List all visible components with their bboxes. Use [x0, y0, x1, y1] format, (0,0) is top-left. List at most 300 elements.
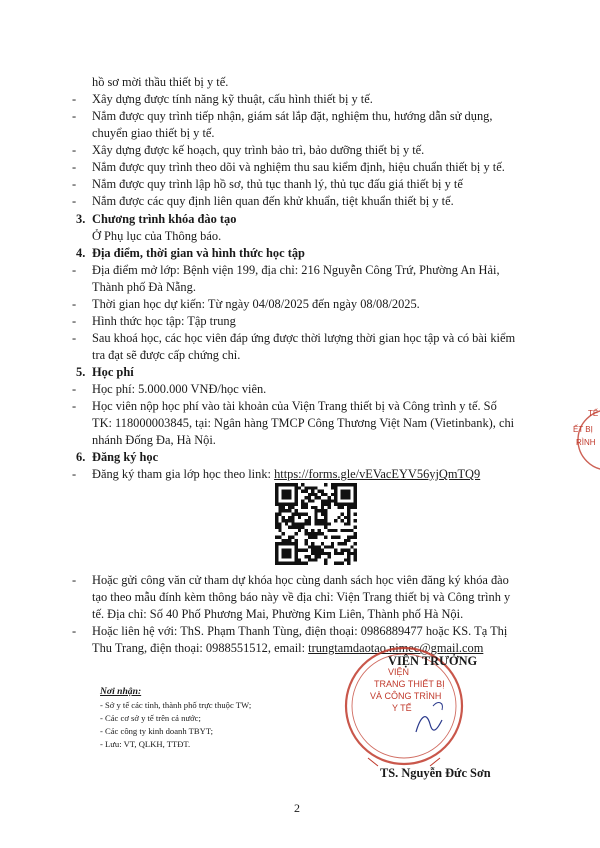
qr-module: [285, 519, 288, 522]
top-line-7: Nắm được các quy định liên quan đến khử khuẩn, tiệt khuẩn thiết bị y tế.: [92, 194, 454, 208]
qr-module: [291, 519, 294, 522]
qr-module: [318, 529, 321, 532]
qr-module: [305, 542, 308, 545]
qr-module: [324, 503, 327, 506]
qr-module: [314, 506, 317, 509]
qr-module: [350, 506, 353, 509]
qr-module: [344, 522, 347, 525]
bullet-dash: -: [72, 143, 77, 157]
seal-line: TRANG THIẾT BỊ: [374, 679, 445, 689]
qr-module: [354, 532, 357, 535]
bullet-dash: -: [72, 314, 77, 328]
qr-module: [301, 490, 304, 493]
qr-module: [334, 483, 337, 486]
qr-module: [337, 483, 340, 486]
qr-module: [327, 545, 330, 548]
qr-module: [308, 545, 311, 548]
qr-module: [327, 552, 330, 555]
qr-module: [308, 496, 311, 499]
qr-module: [311, 549, 314, 552]
qr-module: [350, 552, 353, 555]
qr-module: [308, 558, 311, 561]
section4-line-3: Hình thức học tập: Tập trung: [92, 314, 236, 328]
qr-module: [288, 552, 291, 555]
qr-module: [305, 549, 308, 552]
qr-module: [354, 526, 357, 529]
qr-module: [324, 562, 327, 565]
qr-module: [337, 552, 340, 555]
qr-module: [331, 542, 334, 545]
section4-line-0: Địa điểm mở lớp: Bệnh viện 199, địa chỉ: 216 Nguyễn Công Trứ, Phường An Hải,: [92, 263, 500, 277]
qr-module: [291, 526, 294, 529]
qr-module: [285, 509, 288, 512]
qr-module: [314, 519, 317, 522]
qr-module: [308, 522, 311, 525]
qr-module: [324, 526, 327, 529]
qr-module: [301, 549, 304, 552]
qr-module: [301, 503, 304, 506]
qr-module: [282, 503, 285, 506]
qr-module: [291, 483, 294, 486]
qr-module: [288, 549, 291, 552]
qr-module: [295, 486, 298, 489]
recipients-title: Nơi nhận:: [100, 686, 142, 697]
qr-module: [334, 552, 337, 555]
qr-module: [341, 513, 344, 516]
qr-module: [278, 526, 281, 529]
qr-module: [291, 562, 294, 565]
qr-module: [344, 558, 347, 561]
qr-module: [321, 493, 324, 496]
qr-module: [298, 513, 301, 516]
qr-module: [291, 542, 294, 545]
qr-module: [301, 562, 304, 565]
qr-module: [344, 493, 347, 496]
seal-line: VIỆN: [388, 667, 410, 677]
qr-module: [291, 513, 294, 516]
qr-module: [308, 486, 311, 489]
qr-module: [341, 562, 344, 565]
qr-module: [344, 503, 347, 506]
qr-module: [305, 496, 308, 499]
qr-module: [275, 483, 278, 486]
qr-module: [288, 516, 291, 519]
qr-module: [278, 483, 281, 486]
qr-module: [354, 513, 357, 516]
qr-module: [347, 539, 350, 542]
qr-module: [288, 562, 291, 565]
qr-module: [314, 552, 317, 555]
qr-module: [291, 503, 294, 506]
qr-module: [282, 519, 285, 522]
qr-module: [354, 535, 357, 538]
qr-module: [282, 509, 285, 512]
qr-module: [347, 503, 350, 506]
email-link[interactable]: trungtamdaotao.nimec@gmail.com: [308, 641, 484, 655]
qr-module: [295, 558, 298, 561]
qr-module: [331, 493, 334, 496]
qr-module: [275, 545, 278, 548]
qr-module: [341, 490, 344, 493]
qr-module: [354, 558, 357, 561]
qr-module: [282, 483, 285, 486]
qr-module: [350, 483, 353, 486]
qr-module: [288, 519, 291, 522]
qr-module: [321, 552, 324, 555]
qr-module: [295, 493, 298, 496]
qr-module: [354, 542, 357, 545]
qr-module: [298, 558, 301, 561]
qr-module: [341, 503, 344, 506]
qr-module: [295, 526, 298, 529]
qr-module: [347, 509, 350, 512]
qr-module: [347, 522, 350, 525]
qr-module: [331, 535, 334, 538]
section6-title: Đăng ký học: [92, 450, 159, 464]
qr-module: [275, 542, 278, 545]
qr-module: [321, 519, 324, 522]
qr-module: [282, 490, 285, 493]
qr-module: [347, 516, 350, 519]
qr-module: [278, 522, 281, 525]
qr-module: [354, 490, 357, 493]
section4-line-4: Sau khoá học, các học viên đáp ứng được thời lượng thời gian học tập và có bài kiểm: [92, 331, 516, 345]
bullet-dash: -: [72, 467, 77, 481]
qr-module: [305, 519, 308, 522]
bullet-dash: -: [72, 399, 77, 413]
qr-module: [324, 558, 327, 561]
qr-module: [318, 545, 321, 548]
qr-module: [295, 555, 298, 558]
section3-number: 3.: [76, 212, 86, 226]
qr-module: [288, 506, 291, 509]
page-number: 2: [294, 801, 300, 815]
qr-module: [314, 558, 317, 561]
qr-module: [308, 532, 311, 535]
qr-module: [354, 555, 357, 558]
qr-module: [275, 503, 278, 506]
qr-module: [327, 522, 330, 525]
qr-module: [347, 558, 350, 561]
qr-module: [275, 516, 278, 519]
qr-module: [324, 522, 327, 525]
qr-module: [295, 509, 298, 512]
qr-module: [344, 490, 347, 493]
qr-module: [285, 539, 288, 542]
qr-module: [298, 522, 301, 525]
qr-module: [347, 483, 350, 486]
qr-module: [308, 499, 311, 502]
qr-module: [295, 552, 298, 555]
top-line-2: Nắm được quy trình tiếp nhận, giám sát lắp đặt, nghiệm thu, hướng dẫn sử dụng,: [92, 109, 493, 123]
qr-module: [347, 493, 350, 496]
section6-line-2: tế. Địa chỉ: Số 40 Phố Phương Mai, Phường Kim Liên, Thành phố Hà Nội.: [92, 607, 464, 621]
qr-module: [275, 522, 278, 525]
qr-module: [278, 562, 281, 565]
qr-module: [344, 496, 347, 499]
qr-module: [298, 526, 301, 529]
qr-module: [321, 513, 324, 516]
qr-module: [275, 499, 278, 502]
qr-module: [347, 496, 350, 499]
qr-module: [288, 490, 291, 493]
qr-module: [305, 490, 308, 493]
qr-module: [308, 535, 311, 538]
section4-line-1: Thành phố Đà Nẵng.: [92, 280, 196, 294]
qr-module: [331, 499, 334, 502]
qr-module: [350, 545, 353, 548]
qr-module: [285, 555, 288, 558]
qr-module: [347, 513, 350, 516]
qr-module: [347, 506, 350, 509]
qr-module: [327, 499, 330, 502]
qr-module: [285, 549, 288, 552]
qr-module: [305, 522, 308, 525]
qr-module: [282, 493, 285, 496]
qr-module: [291, 535, 294, 538]
qr-module: [288, 526, 291, 529]
qr-module: [354, 503, 357, 506]
qr-module: [334, 486, 337, 489]
qr-module: [327, 496, 330, 499]
qr-module: [305, 555, 308, 558]
qr-module: [341, 552, 344, 555]
qr-module: [301, 506, 304, 509]
qr-module: [354, 486, 357, 489]
qr-module: [327, 506, 330, 509]
qr-module: [347, 552, 350, 555]
qr-module: [331, 529, 334, 532]
edge-seal-text: ẾT BỊ: [573, 425, 593, 434]
qr-module: [301, 513, 304, 516]
bullet-dash: -: [72, 177, 77, 191]
section6-line-3: Hoặc liên hệ với: ThS. Phạm Thanh Tùng, điện thoại: 0986889477 hoặc KS. Tạ Thị: [92, 624, 508, 638]
qr-module: [344, 516, 347, 519]
qr-module: [298, 516, 301, 519]
recipient-item: - Các cơ sở y tế trên cả nước;: [100, 713, 201, 723]
qr-module: [334, 529, 337, 532]
qr-module: [278, 529, 281, 532]
qr-module: [275, 519, 278, 522]
edge-seal-text: RÌNH: [576, 438, 596, 447]
qr-module: [314, 513, 317, 516]
qr-module: [301, 499, 304, 502]
top-line-3: chuyển giao thiết bị y tế.: [92, 126, 215, 140]
qr-module: [318, 509, 321, 512]
edge-seal-text: TẾ: [588, 409, 599, 418]
qr-module: [334, 496, 337, 499]
qr-module: [324, 519, 327, 522]
qr-module: [278, 503, 281, 506]
qr-module: [295, 522, 298, 525]
qr-module: [288, 483, 291, 486]
qr-module: [344, 483, 347, 486]
qr-module: [344, 549, 347, 552]
qr-module: [337, 542, 340, 545]
register-prefix: Đăng ký tham gia lớp học theo link:: [92, 467, 275, 481]
qr-module: [324, 535, 327, 538]
qr-module: [275, 490, 278, 493]
qr-module: [311, 558, 314, 561]
qr-module: [314, 516, 317, 519]
edge-seal: [568, 405, 600, 475]
bullet-dash: -: [72, 109, 77, 123]
bullet-dash: -: [72, 263, 77, 277]
section5-line-2: TK: 118000003845, tại: Ngân hàng TMCP Công Thương Việt Nam (Vietinbank), chi: [92, 416, 515, 430]
qr-module: [314, 549, 317, 552]
section5-title: Học phí: [92, 365, 134, 379]
qr-module: [291, 506, 294, 509]
qr-module: [344, 539, 347, 542]
section6-line-0: Hoặc gửi công văn cử tham dự khóa học cùng danh sách học viên đăng ký khóa đào: [92, 573, 509, 587]
qr-module: [327, 529, 330, 532]
qr-module: [324, 499, 327, 502]
qr-code: [275, 483, 357, 565]
qr-module: [282, 539, 285, 542]
qr-module: [347, 562, 350, 565]
qr-module: [318, 490, 321, 493]
register-link[interactable]: https://forms.gle/vEVacEYV56yjQmTQ9: [274, 467, 481, 481]
qr-module: [285, 503, 288, 506]
section5-line-1: Học viên nộp học phí vào tài khoản của Viện Trang thiết bị và Công trình y tế. Số: [92, 399, 497, 413]
qr-module: [314, 486, 317, 489]
qr-module: [278, 506, 281, 509]
qr-module: [285, 562, 288, 565]
section4-line-2: Thời gian học dự kiến: Từ ngày 04/08/2025 đến ngày 08/08/2025.: [92, 297, 420, 311]
qr-module: [321, 509, 324, 512]
register-line: [92, 466, 480, 482]
qr-module: [311, 545, 314, 548]
qr-module: [285, 483, 288, 486]
qr-module: [347, 529, 350, 532]
bullet-dash: -: [72, 573, 77, 587]
qr-module: [354, 549, 357, 552]
qr-module: [347, 555, 350, 558]
qr-module: [311, 532, 314, 535]
qr-module: [318, 552, 321, 555]
qr-module: [308, 555, 311, 558]
qr-module: [282, 549, 285, 552]
qr-module: [295, 499, 298, 502]
qr-module: [291, 516, 294, 519]
qr-module: [334, 493, 337, 496]
qr-module: [275, 552, 278, 555]
qr-module: [288, 555, 291, 558]
qr-module: [298, 486, 301, 489]
qr-module: [275, 526, 278, 529]
qr-module: [288, 509, 291, 512]
qr-module: [301, 522, 304, 525]
qr-module: [275, 486, 278, 489]
qr-module: [341, 529, 344, 532]
qr-module: [305, 532, 308, 535]
bullet-dash: -: [72, 92, 77, 106]
qr-module: [298, 529, 301, 532]
qr-module: [305, 506, 308, 509]
qr-module: [324, 545, 327, 548]
recipient-item: - Các công ty kinh doanh TBYT;: [100, 726, 213, 736]
qr-module: [334, 535, 337, 538]
qr-module: [282, 542, 285, 545]
qr-module: [354, 483, 357, 486]
qr-module: [285, 552, 288, 555]
seal-line: VÀ CÔNG TRÌNH: [370, 691, 442, 701]
qr-module: [314, 532, 317, 535]
qr-module: [321, 503, 324, 506]
qr-module: [275, 535, 278, 538]
qr-module: [334, 519, 337, 522]
bullet-dash: -: [72, 297, 77, 311]
section6-number: 6.: [76, 450, 86, 464]
qr-module: [308, 516, 311, 519]
signature-title: VIỆN TRƯỞNG: [388, 654, 478, 668]
qr-module: [354, 519, 357, 522]
qr-module: [327, 503, 330, 506]
qr-module: [321, 490, 324, 493]
qr-module: [288, 539, 291, 542]
qr-module: [341, 496, 344, 499]
qr-module: [311, 490, 314, 493]
qr-module: [285, 493, 288, 496]
section5-number: 5.: [76, 365, 86, 379]
qr-module: [282, 496, 285, 499]
qr-module: [275, 558, 278, 561]
qr-module: [295, 532, 298, 535]
top-line-0: hồ sơ mời thầu thiết bị y tế.: [92, 75, 229, 89]
qr-module: [318, 496, 321, 499]
qr-module: [324, 509, 327, 512]
qr-module: [318, 522, 321, 525]
qr-module: [311, 493, 314, 496]
qr-module: [305, 529, 308, 532]
qr-module: [295, 549, 298, 552]
qr-module: [295, 490, 298, 493]
qr-module: [282, 506, 285, 509]
qr-module: [318, 532, 321, 535]
qr-module: [305, 503, 308, 506]
qr-module: [347, 490, 350, 493]
qr-module: [334, 503, 337, 506]
top-line-5: Nắm được quy trình theo dõi và nghiệm thu sau kiểm định, hiệu chuẩn thiết bị y tế.: [92, 160, 505, 174]
qr-module: [301, 483, 304, 486]
qr-module: [295, 542, 298, 545]
qr-module: [350, 503, 353, 506]
top-line-6: Nắm được quy trình lập hồ sơ, thủ tục thanh lý, thủ tục đấu giá thiết bị y tế: [92, 177, 463, 191]
qr-module: [324, 552, 327, 555]
qr-module: [305, 513, 308, 516]
bullet-dash: -: [72, 382, 77, 396]
qr-module: [278, 513, 281, 516]
qr-module: [275, 493, 278, 496]
seal-line: Y TẾ: [392, 703, 412, 713]
qr-module: [347, 519, 350, 522]
qr-module: [318, 555, 321, 558]
qr-module: [334, 562, 337, 565]
qr-module: [321, 522, 324, 525]
qr-module: [311, 499, 314, 502]
qr-module: [295, 539, 298, 542]
qr-module: [282, 516, 285, 519]
qr-module: [344, 542, 347, 545]
qr-module: [301, 526, 304, 529]
section4-line-5: tra đạt sẽ được cấp chứng chỉ.: [92, 348, 241, 362]
qr-module: [337, 506, 340, 509]
qr-module: [331, 545, 334, 548]
qr-module: [318, 519, 321, 522]
qr-module: [341, 483, 344, 486]
qr-module: [321, 549, 324, 552]
bullet-dash: -: [72, 331, 77, 345]
